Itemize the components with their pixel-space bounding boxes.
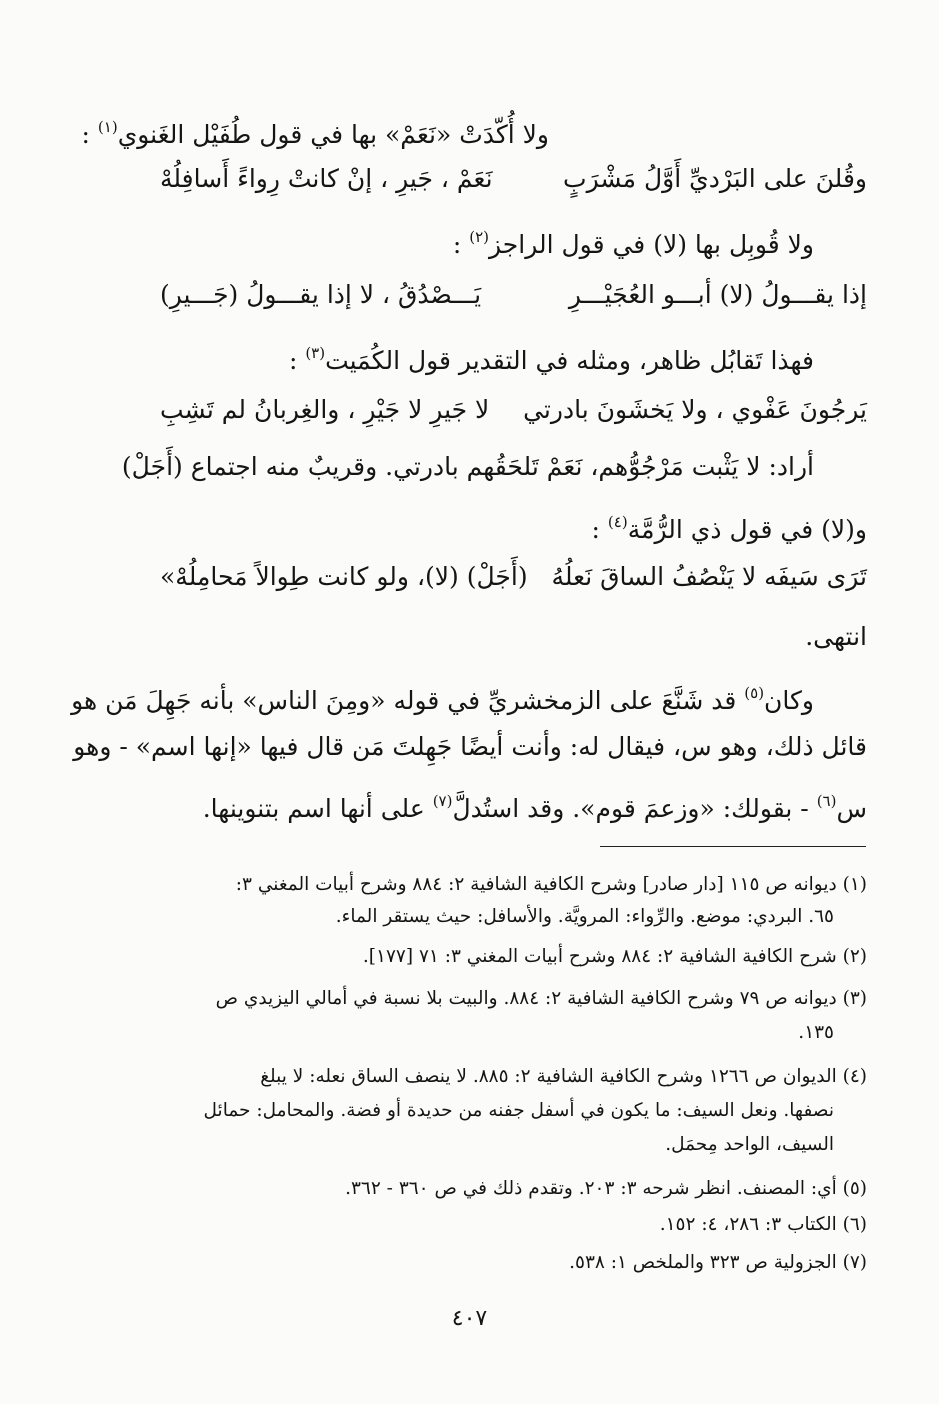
page-number: ٤٠٧ — [451, 1306, 488, 1331]
verse-right-hemistich: تَرَى سَيفَه لا يَنْصُفُ الساقَ نَعلُهُ — [551, 562, 867, 591]
text-span: : — [288, 346, 306, 375]
footnote-ref[interactable]: (٤) — [607, 513, 628, 531]
text-line — [71, 676, 814, 718]
footnote-4-cont: السيف، الواحد مِحمَل. — [665, 1134, 834, 1155]
footnote-3: (٣) ديوانه ص ٧٩ وشرح الكافية الشافية ٢: ٨٨٤. والبيت بلا نسبة في أمالي اليزيدي ص — [215, 988, 867, 1009]
text-span: : — [81, 120, 98, 149]
text-span: قد شَنَّعَ على الزمخشريِّ في قوله «ومِنَ الناس» بأنه جَهِلَ مَن هو — [71, 686, 745, 715]
footnote-7: (٧) الجزولية ص ٣٢٣ والملخص ١: ٥٣٨. — [569, 1252, 867, 1273]
footnote-5: (٥) أي: المصنف. انظر شرحه ٣: ٢٠٣. وتقدم ذلك في ص ٣٦٠ - ٣٦٢. — [345, 1178, 867, 1199]
footnote-4: (٤) الديوان ص ١٢٦٦ وشرح الكافية الشافية ٢: ٨٨٥. لا ينصف الساق نعله: لا يبلغ — [260, 1066, 867, 1087]
text-span: ولا قُوبِل بها (لا) في قول الراجز — [489, 230, 814, 259]
footnote-ref[interactable]: (٦) — [816, 792, 837, 810]
footnote-3-cont: ١٣٥. — [798, 1022, 834, 1043]
text-span: س — [836, 794, 867, 823]
verse-right-hemistich: يَرجُونَ عَفْوي ، ولا يَخشَونَ بادرتي — [523, 395, 867, 424]
verse-left-hemistich: لا جَيرِ لا جَيْرِ ، والغِربانُ لم تَشِبِ — [160, 395, 490, 424]
footnote-ref[interactable]: (٢) — [469, 228, 489, 246]
verse-left-hemistich: نَعَمْ ، جَيرِ ، إنْ كانتْ رِواءً أَسافِلُهْ — [160, 164, 493, 193]
text-span: على أنها اسم بتنوينها. — [202, 794, 433, 823]
text-line — [592, 505, 867, 547]
verse-left-hemistich: (أَجَلْ) (لا)، ولو كانت طِوالاً مَحامِلُهْ» — [160, 562, 528, 591]
footnote-separator — [600, 846, 866, 847]
text-line — [82, 110, 549, 152]
text-span: و(لا) في قول ذي الرُّمَّة — [627, 515, 867, 544]
text-span: : — [452, 230, 470, 259]
footnote-1: (١) ديوانه ص ١١٥ [دار صادر] وشرح الكافية الشافية ٢: ٨٨٤ وشرح أبيات المغني ٣: — [235, 874, 867, 895]
footnote-ref[interactable]: (٣) — [305, 344, 326, 362]
verse-right-hemistich: وقُلنَ على البَرْديِّ أَوَّلُ مَشْرَبٍ — [563, 164, 867, 193]
text-line — [453, 220, 814, 262]
footnote-2: (٢) شرح الكافية الشافية ٢: ٨٨٤ وشرح أبيات المغني ٣: ٧١ [١٧٧]. — [362, 946, 867, 967]
footnote-1-cont: ٦٥. البردي: موضع. والرِّواء: المرويَّة. والأسافل: حيث يستقر الماء. — [335, 906, 834, 927]
text-span: فهذا تَقابُل ظاهر، ومثله في التقدير قول الكُمَيت — [325, 346, 814, 375]
footnote-4-cont: نصفها. ونعل السيف: ما يكون في أسفل جفنه من حديدة أو فضة. والمحامل: حمائل — [203, 1100, 834, 1121]
verse-left-hemistich: يَـــصْدُقُ ، لا إذا يقـــولُ (جَـــيرِ) — [160, 280, 482, 309]
text-line — [289, 336, 814, 378]
text-line: انتهى. — [805, 622, 867, 651]
text-line — [203, 784, 867, 826]
footnote-ref[interactable]: (١) — [97, 118, 118, 136]
text-line: أراد: لا يَثْبت مَرْجُوُّهم، نَعَمْ تَلحَقُهم بادرتي. وقريبٌ منه اجتماع (أَجَلْ) — [121, 452, 814, 481]
text-line: قائل ذلك، وهو س، فيقال له: وأنت أيضًا جَهِلتَ مَن قال فيها «إنها اسم» - وهو — [73, 732, 867, 761]
text-span: وكان — [764, 686, 814, 715]
footnote-ref[interactable]: (٥) — [744, 684, 765, 702]
footnote-6: (٦) الكتاب ٣: ٢٨٦، ٤: ١٥٢. — [659, 1214, 867, 1235]
text-span: ولا أُكّدَتْ «نَعَمْ» بها في قول طُفَيْل الغَنوي — [117, 120, 549, 149]
text-span: - بقولك: «وزعمَ قوم». وقد استُدلَّ — [452, 794, 817, 823]
text-span: : — [591, 515, 608, 544]
footnote-ref[interactable]: (٧) — [432, 792, 453, 810]
verse-right-hemistich: إذا يقـــولُ (لا) أبـــو العُجَيْـــرِ — [568, 280, 867, 309]
